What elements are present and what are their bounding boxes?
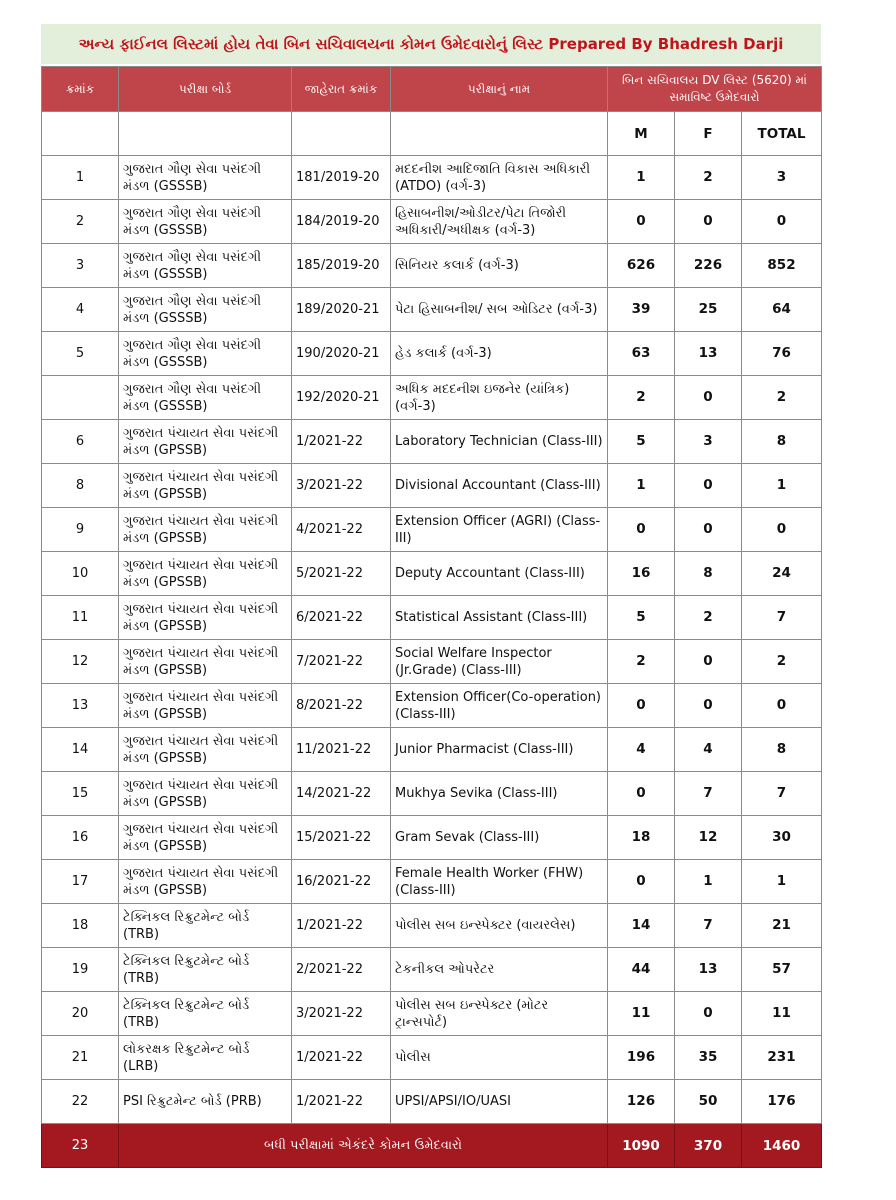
total-label: બધી પરીક્ષામાં એકંદરે કોમન ઉમેદવારો	[119, 1124, 608, 1168]
cell-female: 0	[675, 464, 742, 508]
cell-male: 0	[608, 772, 675, 816]
table-row	[42, 1036, 822, 1080]
cell-male: 0	[608, 860, 675, 904]
cell-sr: 17	[42, 860, 119, 904]
cell-advt: 1/2021-22	[292, 1036, 391, 1080]
cell-board: ગુજરાત ગૌણ સેવા પસંદગી મંડળ (GSSSB)	[119, 332, 292, 376]
cell-total: 176	[742, 1080, 822, 1124]
table-subheader-row	[42, 112, 822, 156]
header-board: પરીક્ષા બોર્ડ	[119, 67, 292, 112]
cell-total: 11	[742, 992, 822, 1036]
cell-total: 76	[742, 332, 822, 376]
cell-female: 0	[675, 376, 742, 420]
cell-female: 13	[675, 332, 742, 376]
cell-sr: 22	[42, 1080, 119, 1124]
cell-board: ગુજરાત પંચાયત સેવા પસંદગી મંડળ (GPSSB)	[119, 684, 292, 728]
cell-total: 7	[742, 596, 822, 640]
cell-exam: Laboratory Technician (Class-III)	[391, 420, 608, 464]
cell-exam: પેટા હિસાબનીશ/ સબ ઓડિટર (વર્ગ-3)	[391, 288, 608, 332]
cell-total: 64	[742, 288, 822, 332]
cell-total: 2	[742, 376, 822, 420]
cell-male: 2	[608, 640, 675, 684]
cell-male: 4	[608, 728, 675, 772]
table-row	[42, 860, 822, 904]
cell-total: 1	[742, 464, 822, 508]
page-title: અન્ય ફાઈનલ લિસ્ટમાં હોય તેવા બિન સચિવાલયના કોમન ઉમેદવારોનું લિસ્ટ Prepared By Bhadresh Darji	[41, 24, 821, 64]
cell-board: ગુજરાત ગૌણ સેવા પસંદગી મંડળ (GSSSB)	[119, 156, 292, 200]
cell-male: 39	[608, 288, 675, 332]
cell-male: 0	[608, 684, 675, 728]
cell-exam: Statistical Assistant (Class-III)	[391, 596, 608, 640]
table-row	[42, 552, 822, 596]
total-all: 1460	[742, 1124, 822, 1168]
cell-exam: Gram Sevak (Class-III)	[391, 816, 608, 860]
cell-advt: 2/2021-22	[292, 948, 391, 992]
cell-board: લોકરક્ષક રિક્રુટમેન્ટ બોર્ડ (LRB)	[119, 1036, 292, 1080]
cell-male: 63	[608, 332, 675, 376]
cell-total: 30	[742, 816, 822, 860]
cell-board: ગુજરાત પંચાયત સેવા પસંદગી મંડળ (GPSSB)	[119, 508, 292, 552]
cell-advt: 3/2021-22	[292, 464, 391, 508]
cell-total: 8	[742, 420, 822, 464]
cell-exam: Mukhya Sevika (Class-III)	[391, 772, 608, 816]
subheader-blank	[292, 112, 391, 156]
cell-male: 14	[608, 904, 675, 948]
cell-female: 12	[675, 816, 742, 860]
cell-total: 0	[742, 508, 822, 552]
table-row	[42, 948, 822, 992]
cell-female: 7	[675, 904, 742, 948]
cell-total: 21	[742, 904, 822, 948]
table-row	[42, 684, 822, 728]
cell-total: 852	[742, 244, 822, 288]
cell-exam: Female Health Worker (FHW) (Class-III)	[391, 860, 608, 904]
cell-female: 0	[675, 200, 742, 244]
cell-sr: 18	[42, 904, 119, 948]
cell-total: 0	[742, 684, 822, 728]
header-total: TOTAL	[742, 112, 822, 156]
cell-advt: 1/2021-22	[292, 420, 391, 464]
table-row	[42, 596, 822, 640]
table-row	[42, 244, 822, 288]
cell-sr: 5	[42, 332, 119, 376]
subheader-blank	[391, 112, 608, 156]
cell-sr: 13	[42, 684, 119, 728]
cell-male: 126	[608, 1080, 675, 1124]
cell-board: ગુજરાત પંચાયત સેવા પસંદગી મંડળ (GPSSB)	[119, 816, 292, 860]
table-row	[42, 288, 822, 332]
cell-total: 2	[742, 640, 822, 684]
total-sr: 23	[42, 1124, 119, 1168]
cell-exam: Extension Officer(Co-operation) (Class-III)	[391, 684, 608, 728]
cell-advt: 189/2020-21	[292, 288, 391, 332]
cell-sr	[42, 376, 119, 420]
cell-exam: પોલીસ સબ ઇન્સ્પેક્ટર (વાયરલેસ)	[391, 904, 608, 948]
cell-board: ગુજરાત ગૌણ સેવા પસંદગી મંડળ (GSSSB)	[119, 288, 292, 332]
table-row	[42, 904, 822, 948]
table-row	[42, 772, 822, 816]
table-row	[42, 992, 822, 1036]
cell-sr: 11	[42, 596, 119, 640]
cell-exam: સિનિયર કલાર્ક (વર્ગ-3)	[391, 244, 608, 288]
table-row	[42, 816, 822, 860]
cell-board: ગુજરાત પંચાયત સેવા પસંદગી મંડળ (GPSSB)	[119, 464, 292, 508]
cell-female: 25	[675, 288, 742, 332]
cell-female: 1	[675, 860, 742, 904]
grand-total-row	[42, 1124, 822, 1168]
header-sr: ક્રમાંક	[42, 67, 119, 112]
cell-advt: 7/2021-22	[292, 640, 391, 684]
cell-exam: ટેકનીકલ ઓપરેટર	[391, 948, 608, 992]
cell-male: 1	[608, 464, 675, 508]
cell-sr: 4	[42, 288, 119, 332]
cell-female: 35	[675, 1036, 742, 1080]
cell-board: ટેક્નિકલ રિક્રુટમેન્ટ બોર્ડ (TRB)	[119, 992, 292, 1036]
candidates-table	[41, 66, 822, 1168]
cell-female: 8	[675, 552, 742, 596]
cell-board: ગુજરાત ગૌણ સેવા પસંદગી મંડળ (GSSSB)	[119, 376, 292, 420]
table-row	[42, 332, 822, 376]
cell-advt: 4/2021-22	[292, 508, 391, 552]
cell-female: 0	[675, 640, 742, 684]
cell-male: 5	[608, 596, 675, 640]
cell-sr: 12	[42, 640, 119, 684]
cell-advt: 190/2020-21	[292, 332, 391, 376]
cell-total: 231	[742, 1036, 822, 1080]
cell-total: 7	[742, 772, 822, 816]
cell-board: PSI રિક્રુટમેન્ટ બોર્ડ (PRB)	[119, 1080, 292, 1124]
subheader-blank	[119, 112, 292, 156]
table-header-row	[42, 67, 822, 112]
cell-exam: Deputy Accountant (Class-III)	[391, 552, 608, 596]
cell-female: 3	[675, 420, 742, 464]
cell-board: ગુજરાત પંચાયત સેવા પસંદગી મંડળ (GPSSB)	[119, 772, 292, 816]
header-advt: જાહેરાત ક્રમાંક	[292, 67, 391, 112]
cell-sr: 9	[42, 508, 119, 552]
cell-exam: હેડ કલાર્ક (વર્ગ-3)	[391, 332, 608, 376]
cell-total: 3	[742, 156, 822, 200]
cell-female: 226	[675, 244, 742, 288]
cell-exam: Extension Officer (AGRI) (Class-III)	[391, 508, 608, 552]
cell-male: 44	[608, 948, 675, 992]
cell-board: ગુજરાત પંચાયત સેવા પસંદગી મંડળ (GPSSB)	[119, 728, 292, 772]
cell-exam: મદદનીશ આદિજાતિ વિકાસ અધિકારી (ATDO) (વર્ગ-3)	[391, 156, 608, 200]
table-row	[42, 728, 822, 772]
cell-board: ગુજરાત પંચાયત સેવા પસંદગી મંડળ (GPSSB)	[119, 640, 292, 684]
cell-male: 0	[608, 200, 675, 244]
cell-advt: 15/2021-22	[292, 816, 391, 860]
cell-female: 13	[675, 948, 742, 992]
cell-exam: પોલીસ સબ ઇન્સ્પેક્ટર (મોટર ટ્રાન્સપોર્ટ)	[391, 992, 608, 1036]
cell-female: 2	[675, 156, 742, 200]
cell-advt: 1/2021-22	[292, 1080, 391, 1124]
cell-advt: 11/2021-22	[292, 728, 391, 772]
cell-sr: 6	[42, 420, 119, 464]
cell-board: ગુજરાત ગૌણ સેવા પસંદગી મંડળ (GSSSB)	[119, 244, 292, 288]
table-row	[42, 376, 822, 420]
total-female: 370	[675, 1124, 742, 1168]
cell-female: 2	[675, 596, 742, 640]
header-exam: પરીક્ષાનું નામ	[391, 67, 608, 112]
cell-male: 1	[608, 156, 675, 200]
cell-exam: Social Welfare Inspector (Jr.Grade) (Class-III)	[391, 640, 608, 684]
cell-total: 1	[742, 860, 822, 904]
table-row	[42, 508, 822, 552]
header-dv-list: બિન સચિવાલય DV લિસ્ટ (5620) માં સમાવિષ્ટ ઉમેદવારો	[608, 67, 822, 112]
cell-board: ગુજરાત પંચાયત સેવા પસંદગી મંડળ (GPSSB)	[119, 420, 292, 464]
cell-female: 4	[675, 728, 742, 772]
cell-female: 0	[675, 992, 742, 1036]
cell-sr: 14	[42, 728, 119, 772]
cell-sr: 10	[42, 552, 119, 596]
cell-male: 11	[608, 992, 675, 1036]
cell-male: 626	[608, 244, 675, 288]
cell-advt: 1/2021-22	[292, 904, 391, 948]
cell-sr: 3	[42, 244, 119, 288]
cell-advt: 16/2021-22	[292, 860, 391, 904]
cell-board: ટેક્નિકલ રિક્રુટમેન્ટ બોર્ડ (TRB)	[119, 904, 292, 948]
cell-board: ગુજરાત પંચાયત સેવા પસંદગી મંડળ (GPSSB)	[119, 552, 292, 596]
cell-sr: 19	[42, 948, 119, 992]
cell-total: 24	[742, 552, 822, 596]
total-male: 1090	[608, 1124, 675, 1168]
cell-board: ગુજરાત પંચાયત સેવા પસંદગી મંડળ (GPSSB)	[119, 860, 292, 904]
cell-total: 8	[742, 728, 822, 772]
cell-exam: અધિક મદદનીશ ઇજનેર (યાંત્રિક) (વર્ગ-3)	[391, 376, 608, 420]
header-male: M	[608, 112, 675, 156]
table-row	[42, 200, 822, 244]
cell-sr: 1	[42, 156, 119, 200]
table-row	[42, 640, 822, 684]
cell-advt: 14/2021-22	[292, 772, 391, 816]
cell-sr: 16	[42, 816, 119, 860]
cell-board: ગુજરાત ગૌણ સેવા પસંદગી મંડળ (GSSSB)	[119, 200, 292, 244]
cell-advt: 8/2021-22	[292, 684, 391, 728]
cell-exam: પોલીસ	[391, 1036, 608, 1080]
cell-sr: 21	[42, 1036, 119, 1080]
table-row	[42, 1080, 822, 1124]
cell-female: 50	[675, 1080, 742, 1124]
cell-sr: 15	[42, 772, 119, 816]
table-row	[42, 156, 822, 200]
cell-advt: 6/2021-22	[292, 596, 391, 640]
cell-sr: 20	[42, 992, 119, 1036]
cell-exam: UPSI/APSI/IO/UASI	[391, 1080, 608, 1124]
cell-total: 0	[742, 200, 822, 244]
cell-exam: Divisional Accountant (Class-III)	[391, 464, 608, 508]
cell-sr: 2	[42, 200, 119, 244]
cell-board: ગુજરાત પંચાયત સેવા પસંદગી મંડળ (GPSSB)	[119, 596, 292, 640]
cell-male: 16	[608, 552, 675, 596]
cell-female: 0	[675, 508, 742, 552]
cell-advt: 5/2021-22	[292, 552, 391, 596]
cell-total: 57	[742, 948, 822, 992]
cell-female: 7	[675, 772, 742, 816]
cell-sr: 8	[42, 464, 119, 508]
subheader-blank	[42, 112, 119, 156]
cell-advt: 185/2019-20	[292, 244, 391, 288]
header-female: F	[675, 112, 742, 156]
table-row	[42, 464, 822, 508]
cell-advt: 184/2019-20	[292, 200, 391, 244]
cell-exam: હિસાબનીશ/ઓડીટર/પેટા તિજોરી અધિકારી/અધીક્ષક (વર્ગ-3)	[391, 200, 608, 244]
cell-advt: 192/2020-21	[292, 376, 391, 420]
table-row	[42, 420, 822, 464]
cell-male: 2	[608, 376, 675, 420]
cell-male: 196	[608, 1036, 675, 1080]
cell-female: 0	[675, 684, 742, 728]
cell-exam: Junior Pharmacist (Class-III)	[391, 728, 608, 772]
cell-male: 5	[608, 420, 675, 464]
cell-board: ટેક્નિકલ રિક્રુટમેન્ટ બોર્ડ (TRB)	[119, 948, 292, 992]
cell-advt: 3/2021-22	[292, 992, 391, 1036]
cell-advt: 181/2019-20	[292, 156, 391, 200]
cell-male: 18	[608, 816, 675, 860]
cell-male: 0	[608, 508, 675, 552]
